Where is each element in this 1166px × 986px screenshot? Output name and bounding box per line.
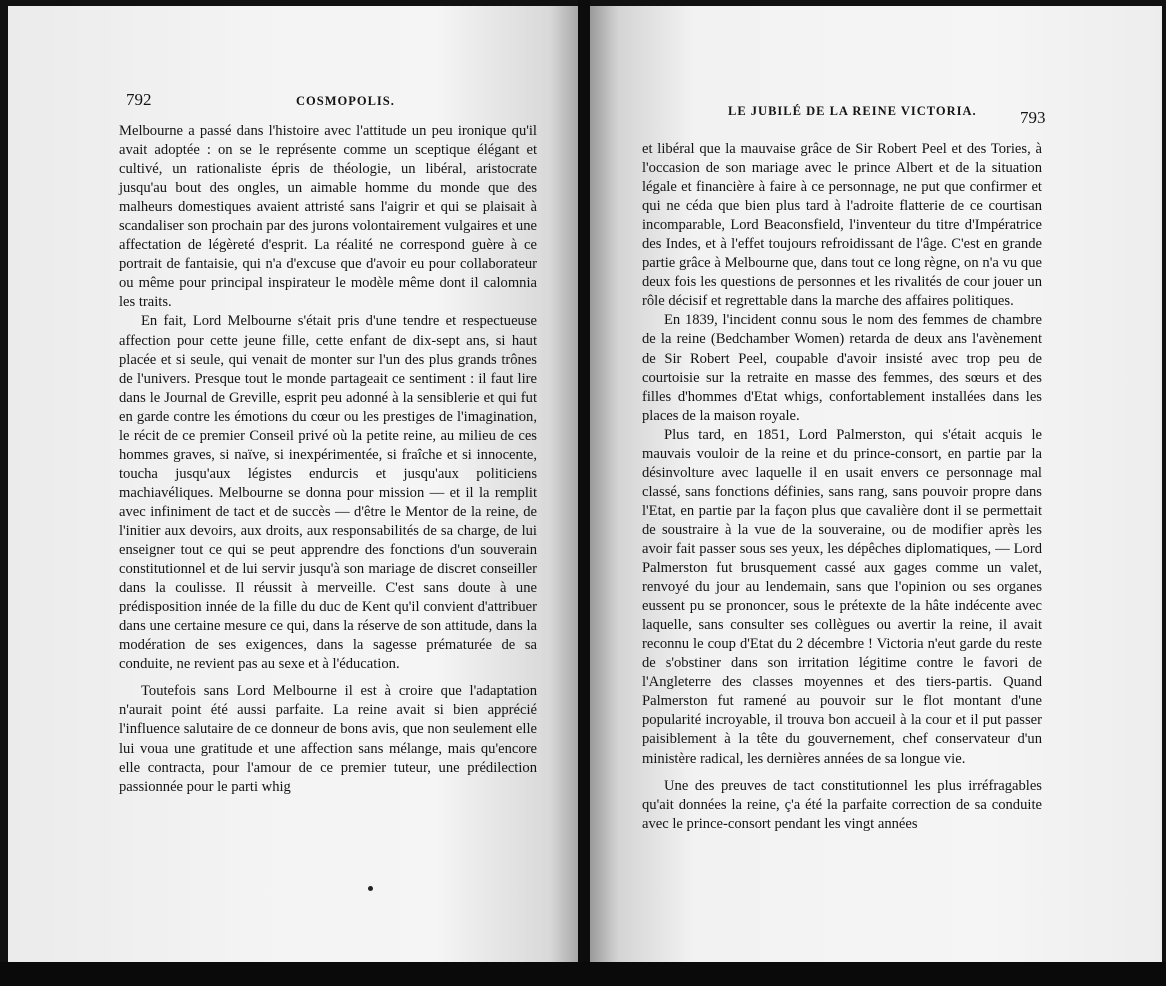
- right-paragraph-4: Une des preuves de tact constitutionnel les plus irréfragables qu'ait données la reine, ç'a été la parfaite correction de sa conduite avec le prince-consort pendant les vingt années: [642, 777, 1042, 832]
- left-paragraph-3: Toutefois sans Lord Melbourne il est à croire que l'adaptation n'aurait point été aussi parfaite. La reine avait si bien apprécié l'influence salutaire de ce donneur de bons avis, que non seulement elle lui voua une gratitude et une affection sans mélange, mais qu'encore elle contracta, pour l'amour de ce premier tuteur, une prédilection passionnée pour le parti whig: [119, 683, 537, 795]
- left-page-number: 792: [126, 90, 152, 109]
- page-dot: [368, 886, 373, 891]
- left-paragraph-1: Melbourne a passé dans l'histoire avec l'attitude un peu ironique qu'il avait adoptée : on se le représente comme un sceptique élégant et cultivé, un rationaliste épris de théologie, un libéral, aristocrate jusqu'au bout des ongles, un aimable homme du monde que des malheurs domestiques avaient attristé sans l'aigrir et qui se plaisait à scandaliser son prochain par des jurons volontairement vulgaires et une affectation de légèreté d'esprit. La réalité ne correspond guère à ce portrait de fantaisie, qui n'a d'excuse que d'avoir eu pour collaborateur ou même pour principal inspirateur le modèle même dont il calomnia les traits.: [119, 123, 537, 311]
- scan-bottom-border: [0, 962, 1166, 986]
- right-page-number: 793: [1020, 108, 1046, 127]
- left-paragraph-2: En fait, Lord Melbourne s'était pris d'une tendre et respectueuse affection pour cette jeune fille, cette enfant de dix-sept ans, si haut placée et si seule, qui venait de monter sur l'un des plus grands trônes de l'univers. Presque tout le monde partageait ce sentiment : il faut lire dans le Journal de Greville, esprit peu adonné à la sensiblerie et qui fut en garde contre les émotions du cœur ou les prestiges de l'imagination, le récit de ce premier Conseil privé où la petite reine, au milieu de ces hommes graves, si naïve, si inexpérimentée, si fraîche et si innocente, toucha jusqu'aux légistes endurcis et jusqu'aux politiciens machiavéliques. Melbourne se donna pour mission — et il la remplit avec infiniment de tact et de succès — d'être le Mentor de la reine, de l'initier aux devoirs, aux droits, aux responsabilités de sa charge, de lui enseigner tout ce qui se peut apprendre des fonctions d'un souverain constitutionnel et de lui servir jusqu'à son mariage de discret conseiller dans la coulisse. Il réussit à merveille. C'est sans doute à une prédisposition innée de la fille du duc de Kent qu'il convient d'attribuer dans une certaine mesure ce qui, dans la réserve de son attitude, dans la modération de ses exigences, dans la sagesse prématurée de sa conduite, ne revient pas au sexe et à l'éducation.: [119, 313, 537, 673]
- right-page: [590, 6, 1162, 966]
- book-gutter: [578, 0, 590, 986]
- left-page-text: [119, 122, 537, 797]
- right-running-head: LE JUBILÉ DE LA REINE VICTORIA.: [728, 104, 977, 118]
- right-page-text: [642, 140, 1042, 834]
- right-paragraph-1: et libéral que la mauvaise grâce de Sir Robert Peel et des Tories, à l'occasion de son mariage avec le prince Albert et de la situation légale et financière à faire à ce personnage, ne put que confirmer et qui ne céda que bien plus tard à l'adroite flatterie de ce courtisan incomparable, Lord Beaconsfield, l'inventeur du titre d'Impératrice des Indes, et à l'effet toujours refroidissant de l'âge. C'est en grande partie grâce à Melbourne que, dans tout ce long règne, on n'a vu que deux fois les questions de personnes et les rivalités de cour jouer un rôle décisif et regrettable dans la marche des affaires politiques.: [642, 141, 1042, 310]
- right-paragraph-2: En 1839, l'incident connu sous le nom des femmes de chambre de la reine (Bedchamber Women) retarda de deux ans l'avènement de Sir Robert Peel, coupable d'avoir insisté avec trop peu de courtoisie sur la retraite en masse des femmes, des sœurs et des filles d'hommes d'Etat whigs, confortablement installées dans les places de la maison royale.: [642, 312, 1042, 424]
- right-paragraph-3: Plus tard, en 1851, Lord Palmerston, qui s'était acquis le mauvais vouloir de la reine et du prince-consort, en partie par la désinvolture avec laquelle il en usait envers ce personnage mal classé, sans fonctions définies, sans rang, sans pouvoir propre dans l'Etat, en partie par la façon plus que cavalière dont il se permettait de soustraire à la vue de la souveraine, ou de modifier après les avoir fait passer sous ses yeux, les dépêches diplomatiques, — Lord Palmerston fut brusquement cassé aux gages comme un valet, renvoyé du jour au lendemain, sans que l'opinion ou ses organes eussent pu se prononcer, sous le prétexte de la hâte indécente avec laquelle, sans consulter ses collègues ou avertir la reine, il avait reconnu le coup d'Etat du 2 décembre ! Victoria n'eut garde du reste de s'obstiner dans son irritation légitime contre le favori de l'Angleterre des classes moyennes et des tiers-partis. Quand Palmerston fut ramené au pouvoir sur le flot montant d'une popularité incroyable, il trouva bon accueil à la cour et il put passer paisiblement à la tête du gouvernement, chef conservateur d'un ministère radical, les dernières années de sa longue vie.: [642, 426, 1042, 767]
- left-running-head: COSMOPOLIS.: [296, 94, 395, 108]
- left-page: [8, 6, 578, 966]
